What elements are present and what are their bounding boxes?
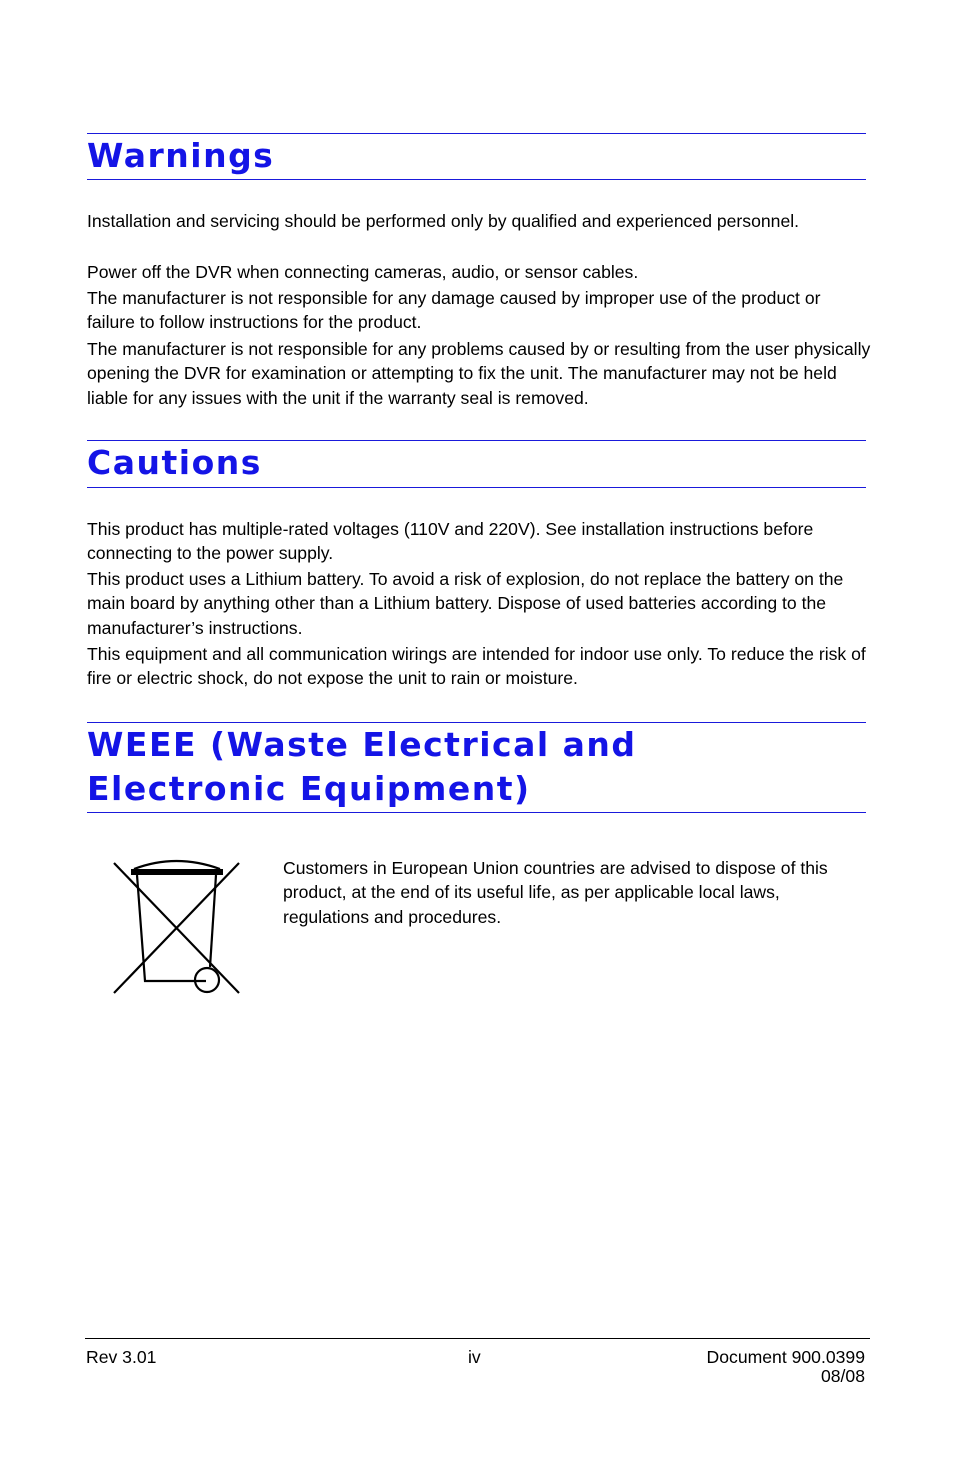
crossed-out-wheelie-bin-icon	[112, 855, 242, 997]
weee-title: WEEE (Waste Electrical and Electronic Equipment)	[87, 725, 637, 808]
cautions-title: Cautions	[87, 443, 262, 482]
weee-heading-block	[87, 722, 866, 813]
warnings-paragraph-1: Installation and servicing should be performed only by qualified and experienced personnel.	[87, 211, 800, 231]
warnings-title: Warnings	[87, 136, 275, 175]
cautions-heading-block	[87, 440, 866, 488]
footer-rule	[85, 1338, 870, 1339]
weee-paragraph: Customers in European Union countries are advised to dispose of this product, at the end of its useful life, as per applicable local laws, regulations and procedures.	[283, 858, 828, 927]
footer-page-number: iv	[468, 1347, 481, 1367]
footer-revision: Rev 3.01	[86, 1347, 157, 1367]
cautions-paragraph-3: This equipment and all communication wirings are intended for indoor use only. To reduce the risk of fire or electric shock, do not expose the unit to rain or moisture.	[87, 644, 866, 689]
footer-date: 08/08	[820, 1366, 865, 1386]
cautions-paragraph-2: This product uses a Lithium battery. To avoid a risk of explosion, do not replace the battery on the main board by anything other than a Lithium battery. Dispose of used batteries according to the manufacturer’s instructions.	[87, 569, 844, 638]
warnings-paragraph-3: The manufacturer is not responsible for any damage caused by improper use of the product or failure to follow instructions for the product.	[87, 288, 821, 333]
cautions-paragraph-1: This product has multiple-rated voltages (110V and 220V). See installation instructions before connecting to the power supply.	[87, 519, 814, 564]
footer-document-number: Document 900.0399	[706, 1347, 865, 1367]
warnings-heading-block	[87, 133, 866, 180]
warnings-paragraph-2: Power off the DVR when connecting cameras, audio, or sensor cables.	[87, 262, 639, 282]
warnings-paragraph-4: The manufacturer is not responsible for any problems caused by or resulting from the user physically opening the DVR for examination or attempting to fix the unit. The manufacturer may not be held liable for any issues with the unit if the warranty seal is removed.	[87, 339, 871, 408]
